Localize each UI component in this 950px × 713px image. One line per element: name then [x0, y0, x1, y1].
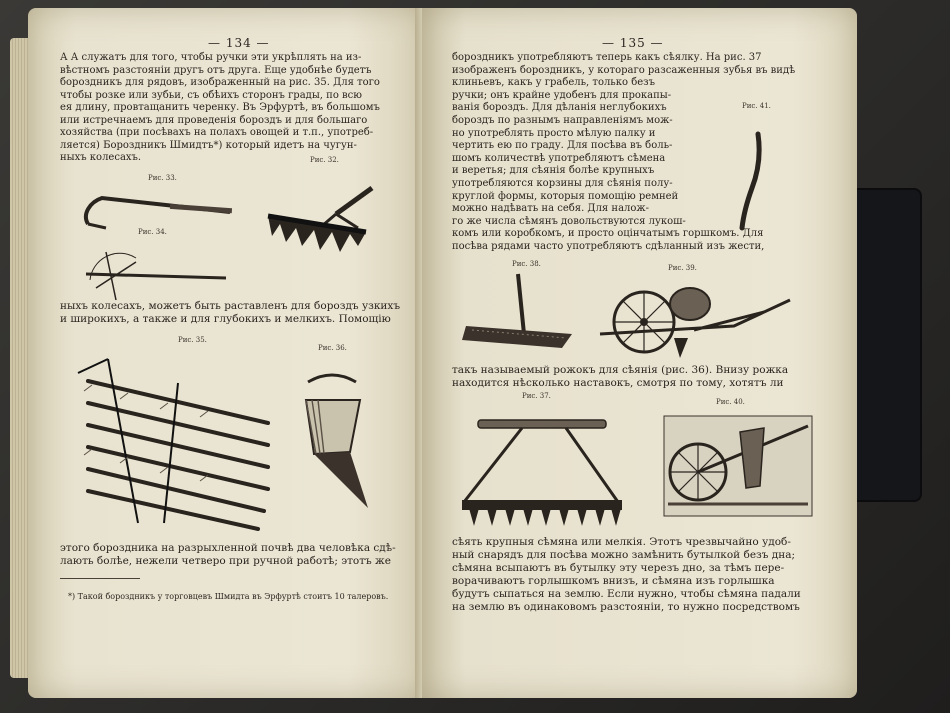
figure-caption: Рис. 33. [148, 174, 177, 182]
open-book [10, 8, 860, 708]
seed-drill-engraving [594, 278, 794, 368]
figure-caption: Рис. 41. [742, 102, 771, 110]
paragraph: этого бороздника на разрыхленной почвѣ два человѣка сдѣ- лають болѣе, нежели четверо при ручной работѣ; этотъ же [60, 542, 396, 567]
figure-caption: Рис. 39. [668, 264, 697, 272]
figure-caption: Рис. 37. [522, 392, 551, 400]
hoe-engraving [80, 184, 240, 234]
dibber-engraving [732, 132, 772, 232]
footnote-divider [60, 578, 140, 579]
rake-engraving [262, 186, 392, 266]
paragraph: ныхъ колесахъ, можетъ быть раставленъ для бороздъ узкихъ и широкихъ, а также и для глубокихъ и мелкихъ. Помощію [60, 300, 401, 325]
figure-caption: Рис. 32. [310, 156, 339, 164]
figure-caption: Рис. 38. [512, 260, 541, 268]
paragraph: А А служатъ для того, чтобы ручки эти укрѣплять на из- вѣстномъ разстояніи другъ отъ друга. Еще удобнѣе будетъ бороздникъ для рядовъ, изображенный на рис. 35. Для того чтобы розке или зубьи, съ обѣихъ сторонъ грады, по всю ея длину, провтащанить черенку. Въ Эрфуртѣ, въ большомъ или истречнаемъ для проведенія бороздъ и для большаго хозяйства (при посѣвахъ на полахъ овощей и т.п., употреб- ляется) Бороздникъ Шмидтъ*) который идетъ на чугун- ныхъ колесахъ. [60, 52, 380, 163]
row-marker-engraving [68, 353, 278, 533]
toothed-marker-engraving [458, 412, 628, 532]
figure-caption: Рис. 36. [318, 344, 347, 352]
figure-caption: Рис. 35. [178, 336, 207, 344]
wheeled-sower-engraving [658, 412, 818, 522]
paragraph: такъ называемый рожокъ для сѣянія (рис. 36). Внизу рожка находится нѣсколько наставокъ, смотря по тому, хотятъ ли [452, 364, 789, 389]
tablet-device [852, 190, 920, 500]
page-edges [10, 38, 30, 678]
paragraph: бороздникъ употребляютъ теперь какъ сѣялку. На рис. 37 изображенъ бороздникъ, у котораго разсаженныя зубья въ видѣ клиньевъ, какъ у грабель, только безъ ручки; онъ крайне удобенъ для прокапы- ванія бороздъ. Для дѣланія неглубокихъ бороздъ по разнымъ направленіямъ мож- но употреблять просто мѣлую палку и чертить ею по граду. Для посѣва въ боль- шомъ количествѣ употребляютъ сѣмена и веретья; для сѣянія болѣе крупныхъ употребляются корзины для сѣянія полу- круглой формы, которыя помощію ремней можно надѣвать на себя. Для налож- го же числа сѣмянъ довольствуются лукош- комъ или коробкомъ, и просто оцінчатымъ горшкомъ. Для посѣва рядами часто употребляютъ сдѣланный изъ жести, [452, 52, 796, 252]
right-page [422, 8, 857, 698]
page-number: — 135 — [602, 36, 664, 50]
hand-rake-engraving [462, 272, 582, 352]
page-number: — 134 — [208, 36, 270, 50]
seed-horn-engraving [294, 374, 374, 514]
paragraph: сѣять крупныя сѣмяна или мелкія. Этотъ чрезвычайно удоб- ный снарядъ для посѣва можно замѣнить бутылкой безъ дна; сѣмяна всыпаютъ въ бутылку эту черезъ дно, за тѣмъ пере- ворачиваютъ горлышкомъ внизъ, и сѣмяна изъ горлышка будутъ сыпаться на землю. Если нужно, чтобы сѣмяна падали на землю въ одинаковомъ разстояніи, то нужно посредствомъ [452, 536, 801, 613]
left-page [28, 8, 428, 698]
figure-caption: Рис. 40. [716, 398, 745, 406]
footnote: *) Такой бороздникъ у торговцевъ Шмидта въ Эрфуртѣ стоитъ 10 талеровъ. [68, 592, 389, 601]
figure-caption: Рис. 34. [138, 228, 167, 236]
marker-tool-engraving [76, 248, 236, 308]
